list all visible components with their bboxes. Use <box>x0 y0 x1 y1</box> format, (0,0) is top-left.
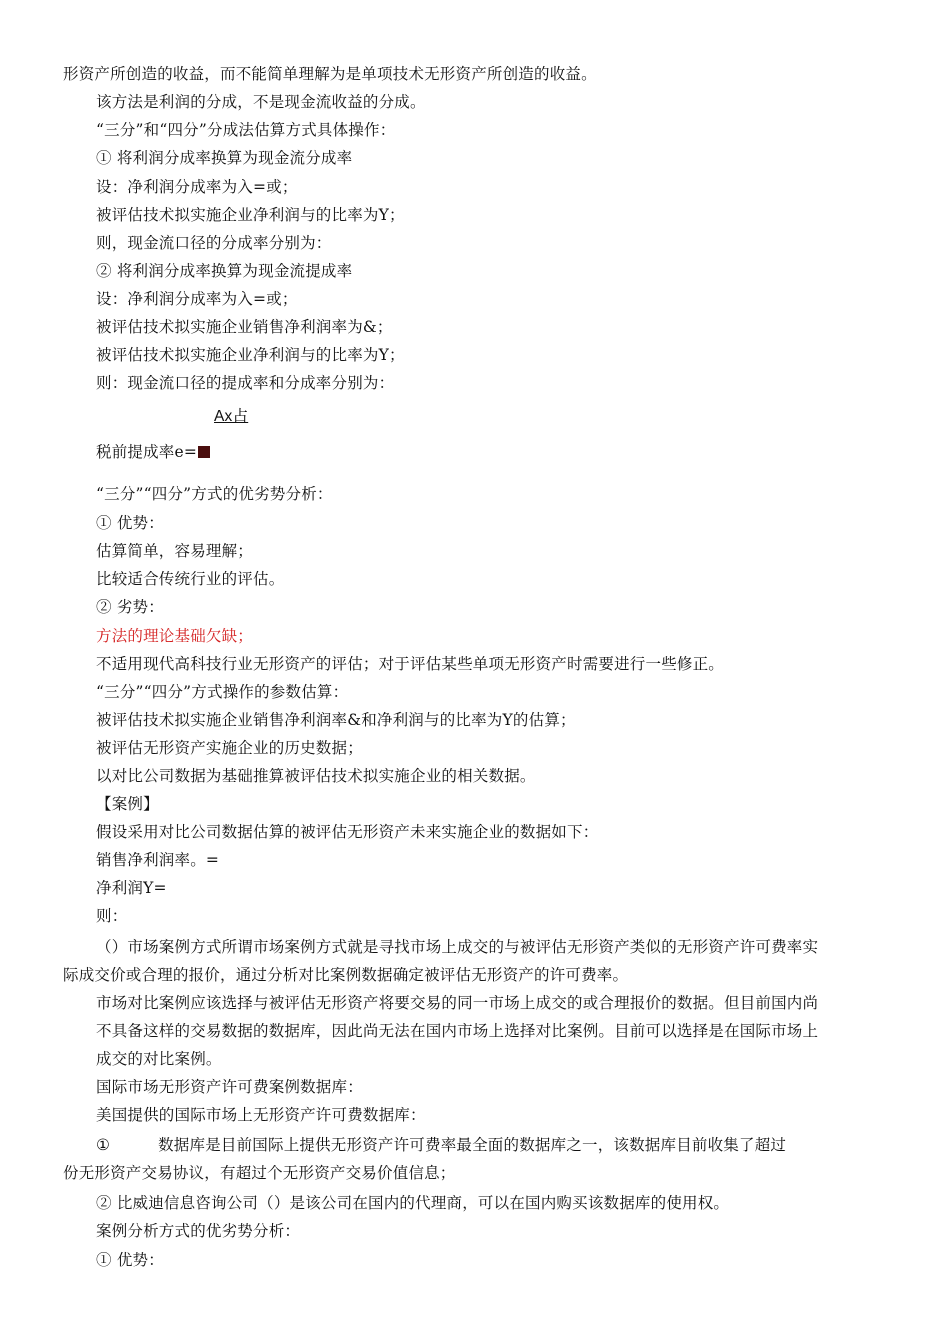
text-line-formula <box>96 441 210 463</box>
text-line: “三分”“四分”方式操作的参数估算： <box>96 683 349 701</box>
text-line: 净利润Y= <box>96 879 167 897</box>
text-line: 设：净利润分成率为入=或； <box>96 178 298 196</box>
text-line: ② 比威迪信息咨询公司（）是该公司在国内的代理商，可以在国内购买该数据库的使用权。 <box>96 1194 730 1212</box>
text-line: 被评估技术拟实施企业销售净利润率为&； <box>96 318 393 336</box>
formula-label: 税前提成率e= <box>96 443 198 461</box>
text-line: 际成交价或合理的报价，通过分析对比案例数据确定被评估无形资产的许可费率。 <box>63 966 629 984</box>
text-line: 份无形资产交易协议，有超过个无形资产交易价值信息； <box>63 1164 456 1182</box>
text-line: ① 将利润分成率换算为现金流分成率 <box>96 149 353 167</box>
text-line: 比较适合传统行业的评估。 <box>96 570 285 588</box>
text-line: ① 优势： <box>96 1251 164 1269</box>
text-line: 估算简单，容易理解； <box>96 542 254 560</box>
list-marker: ① <box>96 1136 111 1154</box>
text-line: 国际市场无形资产许可费案例数据库： <box>96 1078 363 1096</box>
formula-placeholder-icon <box>198 446 210 458</box>
text-line: （）市场案例方式所谓市场案例方式就是寻找市场上成交的与被评估无形资产类似的无形资产许可费率实 <box>96 938 819 956</box>
text-line: 假设采用对比公司数据估算的被评估无形资产未来实施企业的数据如下： <box>96 823 599 841</box>
text-line: 美国提供的国际市场上无形资产许可费数据库： <box>96 1106 426 1124</box>
text-line: 被评估无形资产实施企业的历史数据； <box>96 739 363 757</box>
formula-fragment: Ax占 <box>214 408 249 425</box>
text-line: 被评估技术拟实施企业净利润与的比率为Y； <box>96 346 405 364</box>
text-line: 形资产所创造的收益，而不能简单理解为是单项技术无形资产所创造的收益。 <box>63 65 597 83</box>
text-line: 则：现金流口径的提成率和分成率分别为： <box>96 374 395 392</box>
text-line: 被评估技术拟实施企业销售净利润率&和净利润与的比率为Y的估算； <box>96 711 576 729</box>
text-line: 被评估技术拟实施企业净利润与的比率为Y； <box>96 206 405 224</box>
text-line: 不适用现代高科技行业无形资产的评估；对于评估某些单项无形资产时需要进行一些修正。 <box>96 655 725 673</box>
text-line: 则，现金流口径的分成率分别为： <box>96 234 332 252</box>
list-text: 数据库是目前国际上提供无形资产许可费率最全面的数据库之一，该数据库目前收集了超过 <box>158 1136 787 1154</box>
text-line: 以对比公司数据为基础推算被评估技术拟实施企业的相关数据。 <box>96 767 536 785</box>
text-line: 设：净利润分成率为入=或； <box>96 290 298 308</box>
text-line: 市场对比案例应该选择与被评估无形资产将要交易的同一市场上成交的或合理报价的数据。但目前国内尚 <box>96 994 819 1012</box>
text-line-highlight: 方法的理论基础欠缺； <box>96 627 254 645</box>
text-line: 成交的对比案例。 <box>96 1050 222 1068</box>
text-line: 则： <box>96 907 128 925</box>
text-line: ① 优势： <box>96 514 164 532</box>
text-line: ② 劣势： <box>96 598 164 616</box>
text-line <box>96 1134 786 1156</box>
text-line: 案例分析方式的优劣势分析： <box>96 1222 301 1240</box>
text-line: ② 将利润分成率换算为现金流提成率 <box>96 262 353 280</box>
section-heading: 【案例】 <box>96 795 159 813</box>
text-line: 销售净利润率。= <box>96 851 220 869</box>
text-line: “三分”和“四分”分成法估算方式具体操作： <box>96 121 396 139</box>
text-line: 该方法是利润的分成，不是现金流收益的分成。 <box>96 93 426 111</box>
text-line: “三分”“四分”方式的优劣势分析： <box>96 485 333 503</box>
text-line: 不具备这样的交易数据的数据库，因此尚无法在国内市场上选择对比案例。目前可以选择是在国际市场上 <box>96 1022 819 1040</box>
